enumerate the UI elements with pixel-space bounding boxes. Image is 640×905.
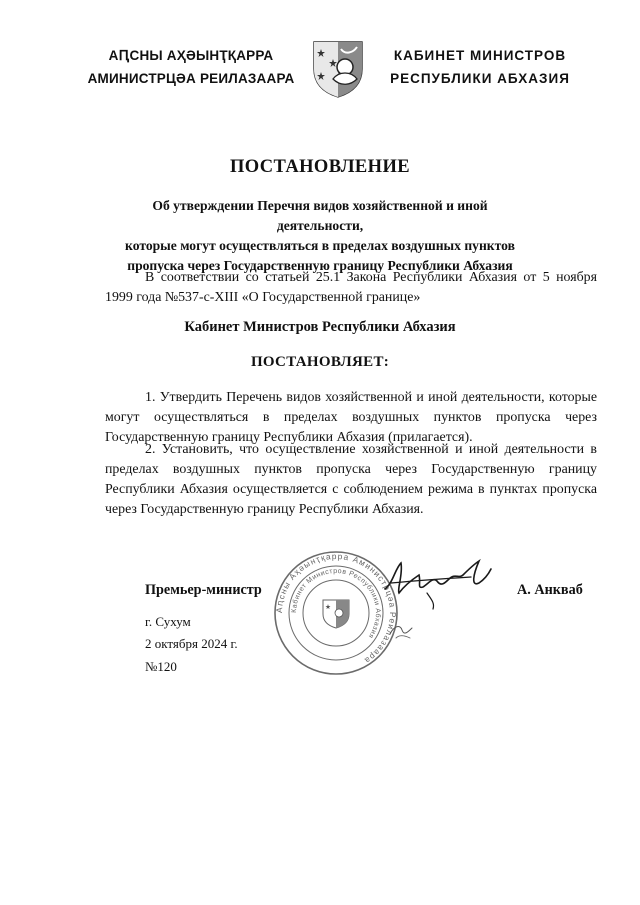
resolution-item-2: 2. Установить, что осуществление хозяйственной и иной деятельности в пределах воздушных пунктов пропуска через Государственную границу Республики Абхазия осуществляется с соблюдением режима в пунктах пропуска через Государственную границу Республики Абхазия. [105, 442, 597, 517]
subject-line: которые могут осуществляться в пределах воздушных пунктов [125, 238, 515, 253]
header-right-line2: РЕСПУБЛИКИ АБХАЗИЯ [390, 71, 570, 86]
header-left-line1: АԤСНЫ АҲӘЫНҬҚАРРА [108, 48, 274, 63]
issuer-heading: Кабинет Министров Республики Абхазия [184, 319, 456, 335]
official-seal-icon [272, 549, 400, 677]
signer-position: Премьер-министр [145, 582, 262, 598]
handwritten-signature-icon [383, 553, 493, 611]
subject-line: пропуска через Государственную границу Республики Абхазия [127, 258, 513, 273]
header-left-abkhaz [86, 44, 296, 90]
signing-place: г. Сухум [145, 614, 191, 629]
resolve-heading: ПОСТАНОВЛЯЕТ: [250, 354, 390, 370]
seal-outer-text: Аԥсны Аҳәынҭқарра Аминистрцәа Реилазаара [273, 550, 399, 667]
ink-mark-icon [386, 620, 416, 642]
header-left-line2: АМИНИСТРЦӘА РЕИЛАЗААРА [87, 71, 295, 86]
preamble-paragraph: В соответствии со статьей 25.1 Закона Республики Абхазия от 5 ноября 1999 года №537-с-XIII «О Государственной границе» [105, 270, 597, 305]
document-title: ПОСТАНОВЛЕНИЕ [229, 157, 410, 177]
subject-line: Об утверждении Перечня видов хозяйственной и иной деятельности, [152, 198, 488, 233]
document-number: №120 [145, 659, 177, 674]
header-right-russian [375, 44, 585, 90]
document-subject [110, 196, 530, 276]
header-right-line1: КАБИНЕТ МИНИСТРОВ [393, 48, 567, 63]
signer-name: А. Анкваб [517, 582, 583, 598]
coat-of-arms-icon [311, 39, 365, 99]
resolution-item-1: 1. Утвердить Перечень видов хозяйственной и иной деятельности, которые могут осуществляться в пределах воздушных пунктов пропуска через Государственную границу Республики Абхазия (прилагается). [105, 390, 597, 445]
signing-date: 2 октября 2024 г. [145, 636, 238, 651]
seal-inner-text: Кабинет Министров Республики Абхазия [290, 567, 382, 640]
